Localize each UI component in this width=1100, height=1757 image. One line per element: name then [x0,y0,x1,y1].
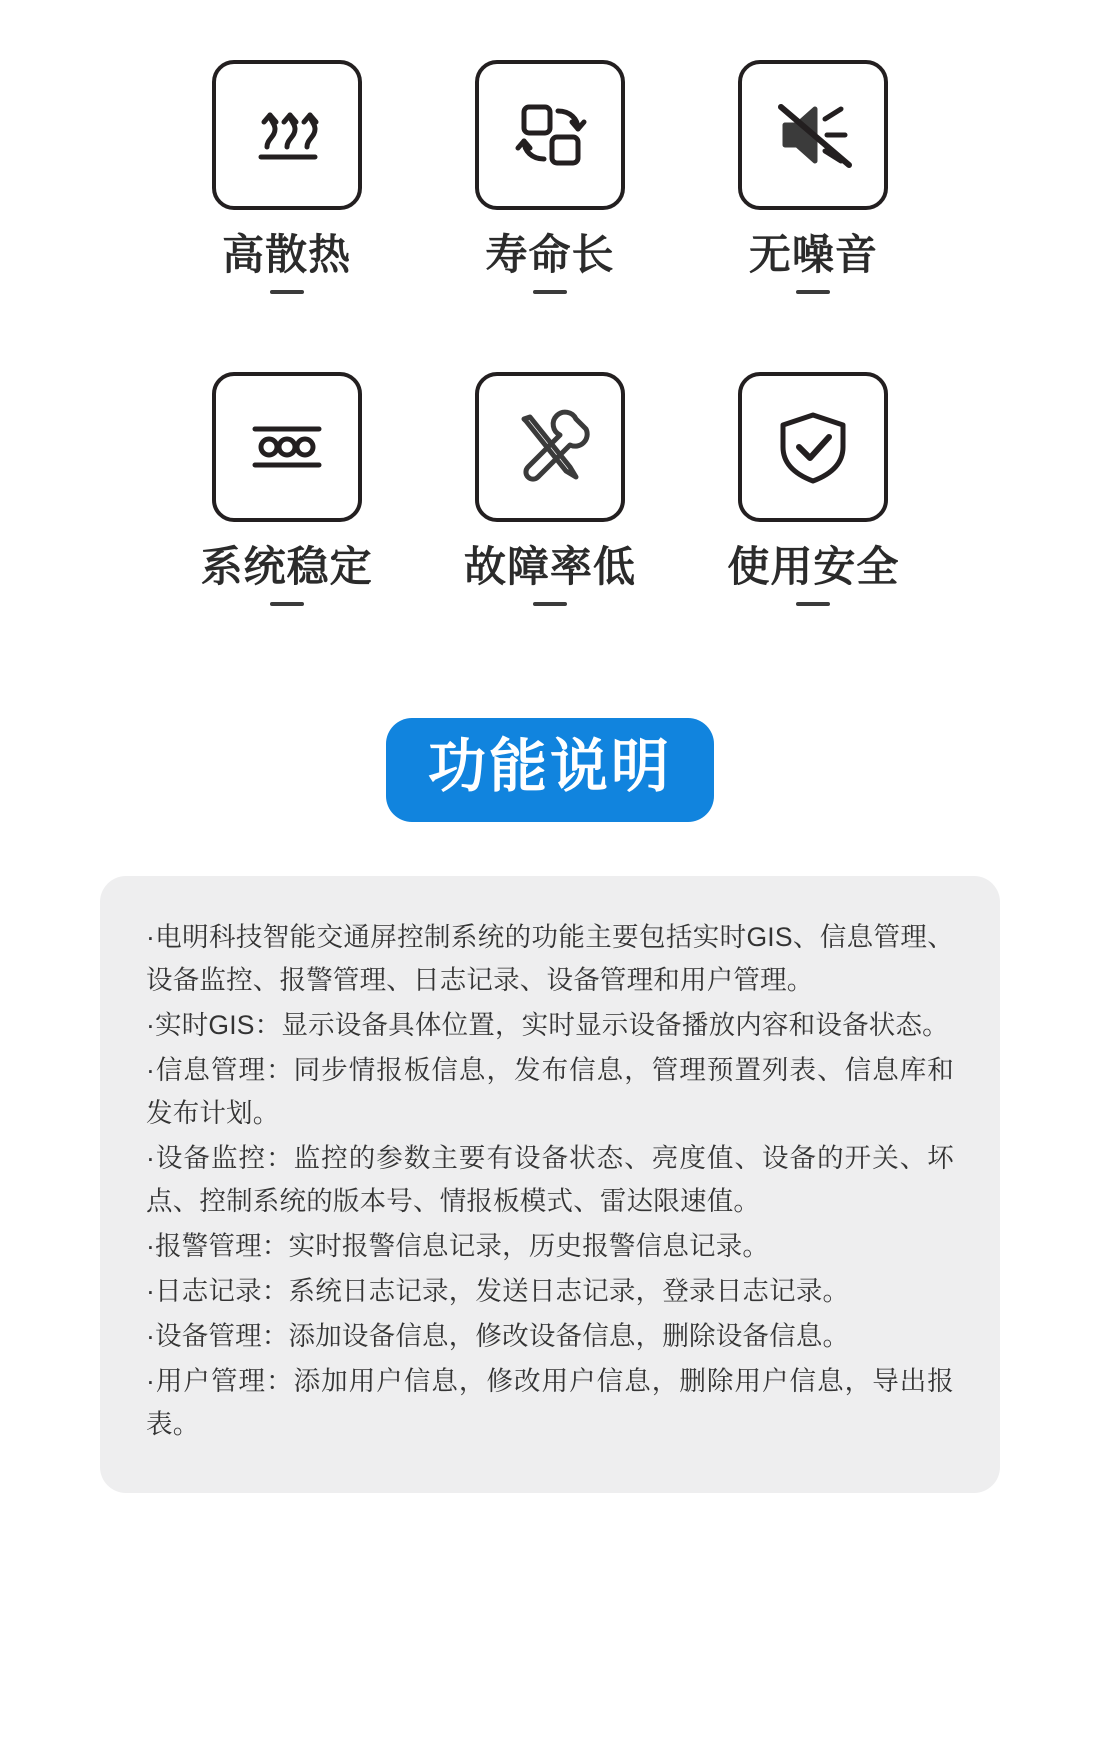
feature-item [155,60,418,294]
feature-label: 使用安全 [727,543,900,591]
feature-underline [533,602,567,606]
description-line: ·设备管理：添加设备信息，修改设备信息，删除设备信息。 [146,1320,850,1351]
feature-label: 无噪音 [748,231,878,278]
section-title-container [0,718,1100,822]
description-line: ·设备监控：监控的参数主要有设备状态、亮度值、设备的开关、坏点、控制系统的版本号、情报板模式、雷达限速值。 [146,1142,954,1216]
feature-underline [533,290,567,294]
feature-item [418,60,681,294]
feature-underline [796,290,830,294]
description-line: ·报警管理：实时报警信息记录，历史报警信息记录。 [146,1230,770,1261]
feature-underline [270,602,304,606]
feature-underline [270,290,304,294]
stable-system-icon [212,372,362,522]
description-line: ·信息管理：同步情报板信息，发布信息，管理预置列表、信息库和发布计划。 [146,1055,954,1129]
feature-item [155,372,418,606]
feature-underline [796,602,830,606]
feature-label: 系统稳定 [200,543,373,591]
description-line: ·用户管理：添加用户信息，修改用户信息，删除用户信息，导出报表。 [146,1365,954,1439]
description-line: ·日志记录：系统日志记录，发送日志记录，登录日志记录。 [146,1275,850,1306]
feature-item [682,60,945,294]
feature-label: 故障率低 [463,543,636,591]
description-line: ·电明科技智能交通屏控制系统的功能主要包括实时GIS、信息管理、设备监控、报警管理、日志记录、设备管理和用户管理。 [146,922,954,996]
feature-item [682,372,945,606]
feature-grid [155,60,945,606]
page-title: 功能说明 [386,718,714,822]
mute-speaker-icon [738,60,888,210]
feature-item [418,372,681,606]
feature-label: 寿命长 [485,231,615,278]
description-line: ·实时GIS：显示设备具体位置，实时显示设备播放内容和设备状态。 [146,1010,949,1041]
long-life-cycle-icon [475,60,625,210]
feature-label: 高散热 [222,231,352,278]
shield-check-icon [738,372,888,522]
function-description-card [100,876,1000,1493]
heat-dissipation-icon [212,60,362,210]
tools-wrench-screwdriver-icon [475,372,625,522]
